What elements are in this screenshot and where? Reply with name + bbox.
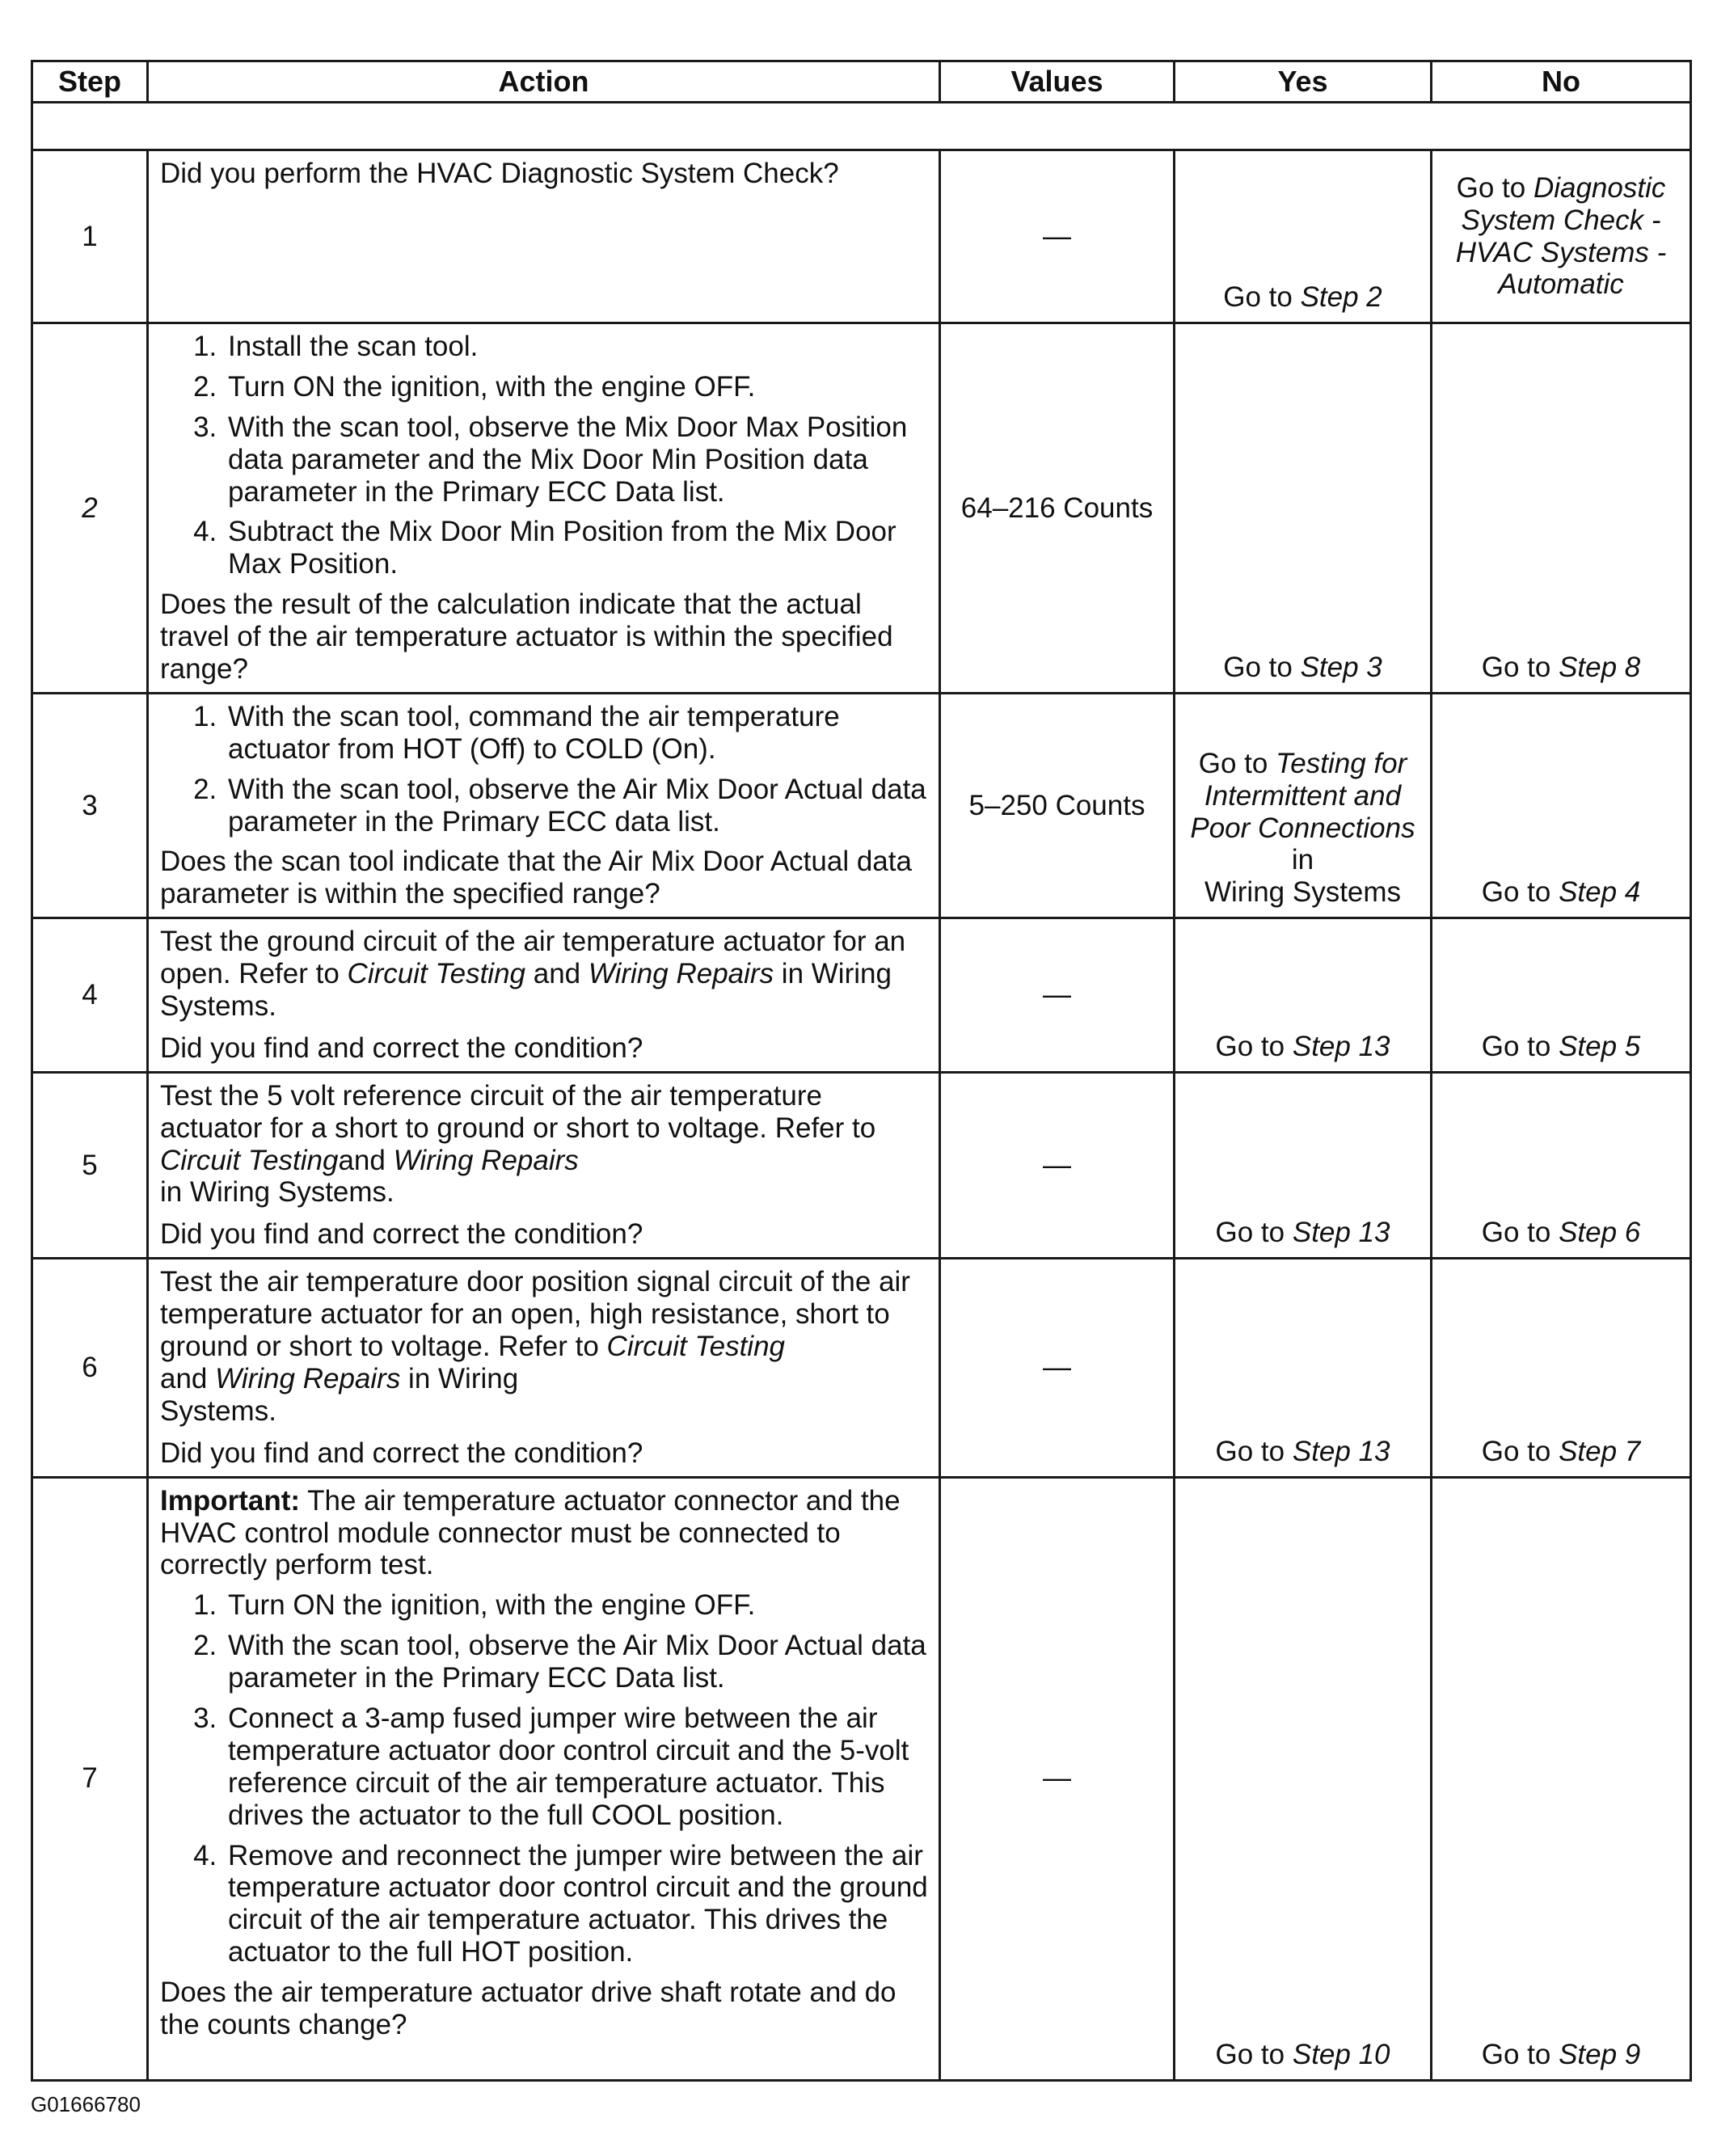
no-cell (1432, 1072, 1691, 1258)
action-cell (148, 1477, 940, 2080)
header-yes: Yes (1175, 61, 1432, 103)
circuit-testing-link[interactable]: Circuit Testing (606, 1331, 786, 1363)
table-row (32, 693, 1691, 918)
goto-label: Go to (1481, 1435, 1551, 1467)
no-step-link[interactable]: Step 7 (1559, 1435, 1641, 1467)
wiring-repairs-link[interactable]: Wiring Repairs (393, 1144, 579, 1176)
figure-id: G01666780 (31, 2092, 141, 2116)
action-item: 4. Remove and reconnect the jumper wire between the air temperature actuator door control circuit and the ground circuit of the air temperature actuator. This drives the actuator to the full HOT position. (225, 1840, 929, 1969)
step-number: 4 (32, 918, 148, 1073)
action-item: 1. Turn ON the ignition, with the engine OFF. (225, 1589, 929, 1622)
goto-label: Go to (1481, 652, 1551, 684)
goto-label: Go to (1215, 1030, 1285, 1062)
yes-step-link[interactable]: Step 10 (1292, 2038, 1390, 2070)
action-text: Test the 5 volt reference circuit of the air temperature actuator for a short to ground or short to voltage. Refer to Circuit Testingand Wiring Repairs in Wiring Systems. (160, 1079, 876, 1209)
action-item: 4. Subtract the Mix Door Min Position from the Mix Door Max Position. (225, 516, 929, 580)
yes-cell (1175, 918, 1432, 1073)
goto-label: Go to (1456, 171, 1526, 204)
action-cell (148, 693, 940, 918)
action-text: Test the ground circuit of the air temperature actuator for an open. Refer to Circuit Testing and Wiring Repairs in Wiring Systems. (160, 926, 906, 1023)
no-cell (1432, 150, 1691, 323)
no-cell (1432, 918, 1691, 1073)
yes-cell (1175, 693, 1432, 918)
yes-in-label: in (1291, 844, 1314, 876)
yes-step-link[interactable]: Step 13 (1292, 1030, 1390, 1062)
circuit-testing-link[interactable]: Circuit Testing (160, 1144, 339, 1176)
values-cell: 64–216 Counts (940, 323, 1175, 694)
action-item: 1. With the scan tool, command the air temperature actuator from HOT (Off) to COLD (On). (225, 701, 929, 766)
yes-step-link[interactable]: Step 13 (1292, 1217, 1390, 1249)
action-cell (148, 1072, 940, 1258)
step-number: 7 (32, 1477, 148, 2080)
header-action: Action (148, 61, 940, 103)
goto-label: Go to (1223, 652, 1293, 684)
values-cell: — (940, 1072, 1175, 1258)
step-number: 5 (32, 1072, 148, 1258)
action-question: Did you find and correct the condition? (160, 1032, 643, 1064)
step-number: 1 (32, 150, 148, 323)
header-no: No (1432, 61, 1691, 103)
wiring-repairs-link[interactable]: Wiring Repairs (588, 958, 774, 990)
action-question: Does the result of the calculation indicate that the actual travel of the air temperature actuator is within the specified range? (160, 589, 893, 686)
yes-cell (1175, 150, 1432, 323)
no-step-link[interactable]: Step 4 (1559, 876, 1641, 909)
yes-procedure-link[interactable]: Testing for Intermittent and Poor Connections (1190, 747, 1415, 844)
wiring-repairs-link[interactable]: Wiring Repairs (215, 1362, 401, 1394)
action-cell (148, 918, 940, 1073)
no-step-link[interactable]: Step 5 (1559, 1030, 1641, 1062)
important-note: Important: The air temperature actuator connector and the HVAC control module connector must be connected to correctly perform test. (160, 1484, 901, 1581)
no-cell (1432, 693, 1691, 918)
action-list (160, 1589, 929, 1968)
action-cell (148, 323, 940, 694)
no-cell (1432, 1477, 1691, 2080)
yes-step-link[interactable]: Step 13 (1292, 1435, 1390, 1467)
table-row (32, 918, 1691, 1073)
goto-label: Go to (1481, 2038, 1551, 2070)
action-item: 1. Install the scan tool. (225, 331, 929, 363)
values-cell: — (940, 1477, 1175, 2080)
action-question: Did you perform the HVAC Diagnostic System Check? (160, 158, 839, 189)
blank-row (32, 103, 1691, 150)
goto-label: Go to (1215, 1217, 1285, 1249)
no-step-link[interactable]: Step 8 (1559, 652, 1641, 684)
action-cell (148, 150, 940, 323)
no-step-link[interactable]: Step 6 (1559, 1217, 1641, 1249)
action-question: Does the air temperature actuator drive shaft rotate and do the counts change? (160, 1977, 896, 2040)
table-row (32, 1259, 1691, 1477)
action-question: Does the scan tool indicate that the Air Mix Door Actual data parameter is within the specified range? (160, 846, 912, 910)
action-item: 2. Turn ON the ignition, with the engine OFF. (225, 371, 929, 403)
circuit-testing-link[interactable]: Circuit Testing (347, 958, 526, 990)
goto-label: Go to (1223, 281, 1293, 314)
values-cell: — (940, 1259, 1175, 1477)
values-cell: — (940, 150, 1175, 323)
values-cell: 5–250 Counts (940, 693, 1175, 918)
yes-step-link[interactable]: Step 3 (1300, 652, 1382, 684)
goto-label: Go to (1198, 747, 1268, 779)
action-cell (148, 1259, 940, 1477)
table-row (32, 323, 1691, 694)
yes-cell (1175, 1477, 1432, 2080)
yes-cell (1175, 323, 1432, 694)
header-values: Values (940, 61, 1175, 103)
action-list (160, 331, 929, 580)
table-row (32, 150, 1691, 323)
goto-label: Go to (1215, 2038, 1285, 2070)
goto-label: Go to (1215, 1435, 1285, 1467)
action-item: 3. With the scan tool, observe the Mix Door Max Position data parameter and the Mix Door Min Position data parameter in the Primary ECC Data list. (225, 411, 929, 508)
no-cell (1432, 1259, 1691, 1477)
action-question: Did you find and correct the condition? (160, 1437, 643, 1469)
goto-label: Go to (1481, 876, 1551, 909)
table-row (32, 1072, 1691, 1258)
action-item: 3. Connect a 3-amp fused jumper wire between the air temperature actuator door control circuit and the 5-volt reference circuit of the air temperature actuator. This drives the actuator to the full COOL position. (225, 1702, 929, 1832)
action-item: 2. With the scan tool, observe the Air Mix Door Actual data parameter in the Primary ECC data list. (225, 774, 929, 838)
no-step-link[interactable]: Step 9 (1559, 2038, 1641, 2070)
goto-label: Go to (1481, 1030, 1551, 1062)
important-label: Important: (160, 1484, 301, 1517)
header-row (32, 61, 1691, 103)
yes-cell (1175, 1072, 1432, 1258)
no-cell (1432, 323, 1691, 694)
yes-step-link[interactable]: Step 2 (1300, 281, 1382, 314)
diagnostic-table (31, 60, 1692, 2082)
step-number: 6 (32, 1259, 148, 1477)
step-number: 2 (32, 323, 148, 694)
goto-label: Go to (1481, 1217, 1551, 1249)
header-step: Step (32, 61, 148, 103)
no-procedure-link[interactable]: Diagnostic System Check - HVAC Systems - Automatic (1455, 171, 1667, 301)
yes-suffix: Wiring Systems (1204, 876, 1402, 909)
action-item: 2. With the scan tool, observe the Air Mix Door Actual data parameter in the Primary ECC Data list. (225, 1630, 929, 1694)
action-text: Test the air temperature door position signal circuit of the air temperature actuator for an open, high resistance, short to ground or short to voltage. Refer to Circuit Testing and Wiring Repairs in Wiring Systems. (160, 1266, 910, 1427)
yes-cell (1175, 1259, 1432, 1477)
action-list (160, 701, 929, 838)
values-cell: — (940, 918, 1175, 1073)
step-number: 3 (32, 693, 148, 918)
action-question: Did you find and correct the condition? (160, 1218, 643, 1251)
table-row (32, 1477, 1691, 2080)
